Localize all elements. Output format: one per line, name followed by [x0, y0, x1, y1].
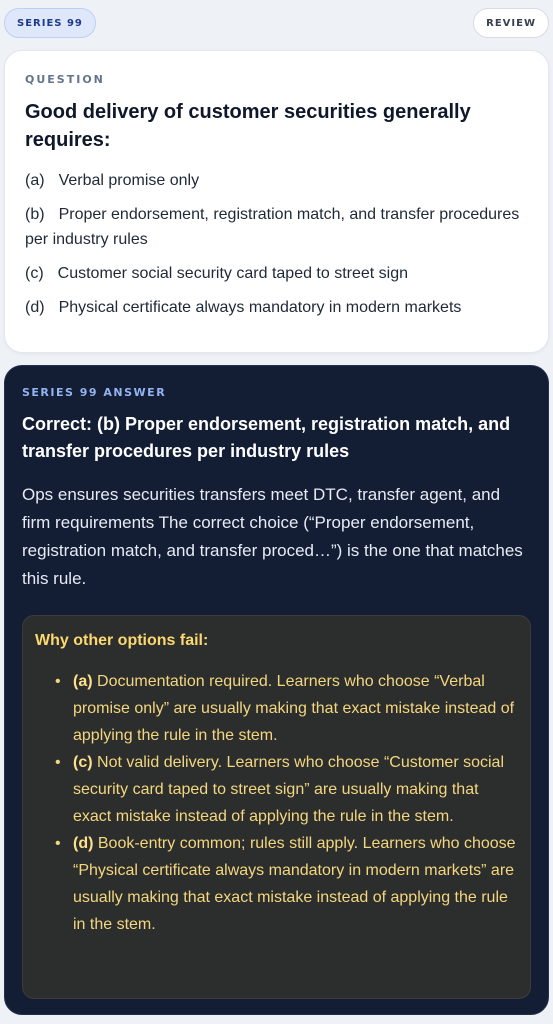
why-text: Documentation required. Learners who choose “Verbal promise only” are usually making that exact mistake instead of applying the rule in the stem. [73, 673, 515, 744]
option-a[interactable] [25, 168, 528, 193]
question-card [4, 50, 549, 353]
option-d[interactable] [25, 295, 528, 320]
answer-card [4, 365, 549, 1015]
option-text: Proper endorsement, registration match, and transfer procedures per industry rules [25, 206, 520, 248]
option-text: Physical certificate always mandatory in modern markets [58, 299, 462, 316]
option-letter: (d) [25, 299, 45, 316]
review-button[interactable]: REVIEW [473, 8, 549, 38]
why-letter: (a) [73, 673, 93, 690]
option-text: Customer social security card taped to street sign [57, 265, 409, 282]
question-stem: Good delivery of customer securities generally requires: [25, 101, 471, 151]
why-item-c [35, 749, 518, 830]
option-letter: (b) [25, 206, 45, 223]
why-text: Book-entry common; rules still apply. Learners who choose “Physical certificate always mandatory in modern markets” are usually making that exact mistake instead of applying the rule in the stem. [73, 835, 516, 933]
why-title: Why other options fail: [35, 632, 209, 649]
top-bar [4, 8, 549, 38]
correct-answer: Correct: (b) Proper endorsement, registration match, and transfer procedures per industry rules [22, 414, 511, 461]
why-item-a [35, 668, 518, 749]
bullet-icon: • [55, 835, 61, 852]
option-b[interactable] [25, 202, 528, 252]
bullet-icon: • [55, 673, 61, 690]
why-list [35, 668, 518, 938]
why-letter: (c) [73, 754, 93, 771]
series-badge: SERIES 99 [4, 8, 96, 38]
answer-explanation: Ops ensures securities transfers meet DTC, transfer agent, and firm requirements The correct choice (“Proper endorsement, registration match, and transfer proced…”) is the one that matches this rule. [22, 485, 523, 588]
why-letter: (d) [73, 835, 94, 852]
why-item-d [35, 830, 518, 938]
option-letter: (a) [25, 172, 45, 189]
bullet-icon: • [55, 754, 61, 771]
question-label: QUESTION [25, 73, 105, 86]
option-letter: (c) [25, 265, 44, 282]
why-text: Not valid delivery. Learners who choose “Customer social security card taped to street sign” are usually making that exact mistake instead of applying the rule in the stem. [73, 754, 504, 825]
why-other-options-box [22, 615, 531, 999]
option-text: Verbal promise only [58, 172, 200, 189]
answer-label: SERIES 99 ANSWER [22, 386, 167, 399]
option-c[interactable] [25, 261, 528, 286]
